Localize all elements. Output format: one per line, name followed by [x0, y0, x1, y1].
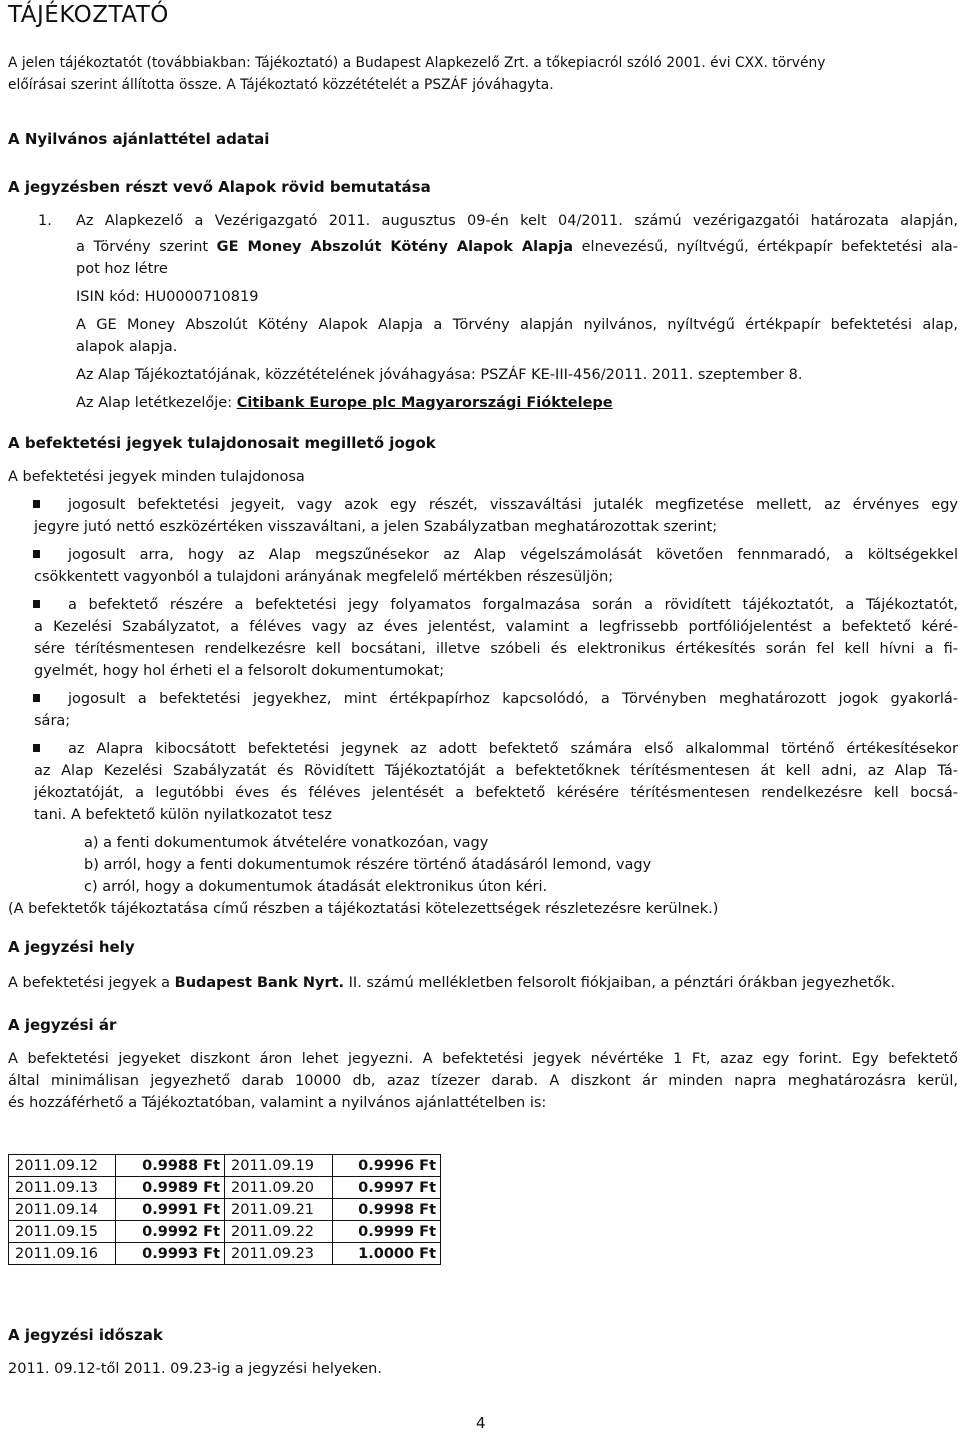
sub-item-b: b) arról, hogy a fenti dokumentumok részére történő átadásáról lemond, vagy — [84, 857, 652, 873]
fund-description-line-2: alapok alapja. — [76, 339, 178, 355]
date-cell: 2011.09.22 — [225, 1221, 333, 1243]
price-cell: 0.9996 Ft — [333, 1155, 441, 1177]
period-heading: A jegyzési időszak — [8, 1326, 163, 1344]
date-cell: 2011.09.13 — [9, 1177, 116, 1199]
period-text: 2011. 09.12-től 2011. 09.23-ig a jegyzési helyeken. — [8, 1361, 382, 1377]
item-line-3: pot hoz létre — [76, 261, 168, 277]
approval-text: Az Alap Tájékoztatójának, közzétételének jóváhagyása: PSZÁF KE-III-456/2011. 2011. szeptember 8. — [76, 367, 803, 383]
bullet-2-line-1: jogosult arra, hogy az Alap megszűnésekor az Alap végelszámolását követően fennmaradó, a költségekkel — [68, 547, 958, 563]
custodian-name: Citibank Europe plc Magyarországi Fióktelepe — [236, 395, 613, 411]
price-cell: 0.9993 Ft — [116, 1243, 225, 1265]
bullet-5-line-1: az Alapra kibocsátott befektetési jegynek az adott befektető számára első alkalommal történő értékesítésekor — [68, 741, 958, 757]
sub-item-a: a) a fenti dokumentumok átvételére vonatkozóan, vagy — [84, 835, 489, 851]
bullet-1-line-1: jogosult befektetési jegyeit, vagy azok egy részét, visszaváltási jutalék megfizetése mellett, az érvényes egy — [68, 497, 958, 513]
table-row — [9, 1221, 441, 1243]
date-cell: 2011.09.14 — [9, 1199, 116, 1221]
date-cell: 2011.09.20 — [225, 1177, 333, 1199]
price-cell: 1.0000 Ft — [333, 1243, 441, 1265]
rights-intro: A befektetési jegyek minden tulajdonosa — [8, 469, 305, 485]
bullet-icon — [33, 550, 40, 558]
table-row — [9, 1177, 441, 1199]
bullet-icon — [33, 744, 40, 752]
date-cell: 2011.09.23 — [225, 1243, 333, 1265]
bullet-4-line-1: jogosult a befektetési jegyekhez, mint értékpapírhoz kapcsolódó, a Törvényben meghatározott jogok gyakorlá- — [68, 691, 958, 707]
bullet-icon — [33, 500, 40, 508]
bullet-3-line-4: gyelmét, hogy hol érheti el a felsorolt dokumentumokat; — [34, 663, 445, 679]
rights-heading: A befektetési jegyek tulajdonosait megillető jogok — [8, 434, 436, 452]
item-line-1: Az Alapkezelő a Vezérigazgató 2011. augusztus 09-én kelt 04/2011. számú vezérigazgatói határozata alapján, — [76, 213, 958, 229]
place-heading: A jegyzési hely — [8, 938, 135, 956]
date-cell: 2011.09.21 — [225, 1199, 333, 1221]
bullet-3-line-3: sére térítésmentesen rendelkezésre kell bocsátani, illetve szóbeli és elektronikus értékesítés során fel kell hívni a fi- — [34, 641, 958, 657]
price-heading: A jegyzési ár — [8, 1016, 117, 1034]
fund-description-line-1: A GE Money Abszolút Kötény Alapok Alapja a Törvény alapján nyilvános, nyíltvégű értékpapír befektetési alap, — [76, 317, 958, 333]
bank-name: Budapest Bank Nyrt. — [174, 975, 345, 991]
page-title: TÁJÉKOZTATÓ — [8, 2, 169, 28]
bullet-icon — [33, 694, 40, 702]
price-cell: 0.9998 Ft — [333, 1199, 441, 1221]
rights-note: (A befektetők tájékoztatása című részben a tájékoztatási kötelezettségek részletezésre kerülnek.) — [8, 901, 719, 917]
price-cell: 0.9988 Ft — [116, 1155, 225, 1177]
bullet-4-line-2: sára; — [34, 713, 71, 729]
price-table — [8, 1154, 441, 1265]
section-heading-funds: A jegyzésben részt vevő Alapok rövid bemutatása — [8, 178, 431, 196]
bullet-5-line-4: tani. A befektető külön nyilatkozatot tesz — [34, 807, 332, 823]
item-number: 1. — [38, 213, 52, 229]
price-cell: 0.9999 Ft — [333, 1221, 441, 1243]
bullet-5-line-2: az Alap Kezelési Szabályzatát és Rövidített Tájékoztatóját a befektetőknek térítésmentesen át kell adni, az Alap Tá- — [34, 763, 958, 779]
intro-line-2: előírásai szerint állította össze. A Tájékoztató közzétételét a PSZÁF jóváhagyta. — [8, 77, 554, 93]
bullet-3-line-2: a Kezelési Szabályzatot, a féléves vagy az éves jelentést, valamint a legfrissebb portfóliójelentést a befektető kéré- — [34, 619, 958, 635]
bullet-1-line-2: jegyre jutó nettó eszközértéken visszaváltani, a jelen Szabályzatban meghatározottak szerint; — [34, 519, 718, 535]
table-row — [9, 1199, 441, 1221]
isin-code: ISIN kód: HU0000710819 — [76, 289, 259, 305]
price-cell: 0.9992 Ft — [116, 1221, 225, 1243]
custodian-text: Az Alap letétkezelője: Citibank Europe plc Magyarországi Fióktelepe — [76, 395, 613, 411]
price-text-line-1: A befektetési jegyeket diszkont áron lehet jegyezni. A befektetési jegyek névértéke 1 Ft, azaz egy forint. Egy befektető — [8, 1051, 958, 1067]
date-cell: 2011.09.12 — [9, 1155, 116, 1177]
bullet-5-line-3: jékoztatóját, a legutóbbi éves és féléves jelentését a befektető kérésére térítésmentesen rendelkezésre kell bocsá- — [34, 785, 958, 801]
bullet-icon — [33, 600, 40, 608]
price-cell: 0.9991 Ft — [116, 1199, 225, 1221]
table-row — [9, 1243, 441, 1265]
price-cell: 0.9997 Ft — [333, 1177, 441, 1199]
price-text-line-2: által minimálisan jegyezhető darab 10000 db, azaz tízezer darab. A diszkont ár minden napra meghatározásra kerül, — [8, 1073, 958, 1089]
fund-name: GE Money Abszolút Kötény Alapok Alapja — [216, 239, 574, 255]
price-text-line-3: és hozzáférhető a Tájékoztatóban, valamint a nyilvános ajánlattételben is: — [8, 1095, 547, 1111]
sub-item-c: c) arról, hogy a dokumentumok átadását elektronikus úton kéri. — [84, 879, 548, 895]
date-cell: 2011.09.15 — [9, 1221, 116, 1243]
table-row — [9, 1155, 441, 1177]
date-cell: 2011.09.16 — [9, 1243, 116, 1265]
page-number: 4 — [476, 1414, 486, 1432]
item-line-2: a Törvény szerint GE Money Abszolút Kötény Alapok Alapja elnevezésű, nyíltvégű, értékpapír befektetési ala- — [76, 239, 958, 255]
intro-line-1: A jelen tájékoztatót (továbbiakban: Tájékoztató) a Budapest Alapkezelő Zrt. a tőkepiacról szóló 2001. évi CXX. törvény — [8, 55, 826, 71]
bullet-2-line-2: csökkentett vagyonból a tulajdoni arányának megfelelő mértékben részesüljön; — [34, 569, 614, 585]
section-heading-public-offer: A Nyilvános ajánlattétel adatai — [8, 130, 270, 148]
bullet-3-line-1: a befektető részére a befektetési jegy folyamatos forgalmazása során a rövidített tájékoztatót, a Tájékoztatót, — [68, 597, 958, 613]
place-text: A befektetési jegyek a Budapest Bank Nyrt. II. számú mellékletben felsorolt fiókjaiban, a pénztári órákban jegyezhetők. — [8, 975, 896, 991]
price-cell: 0.9989 Ft — [116, 1177, 225, 1199]
date-cell: 2011.09.19 — [225, 1155, 333, 1177]
